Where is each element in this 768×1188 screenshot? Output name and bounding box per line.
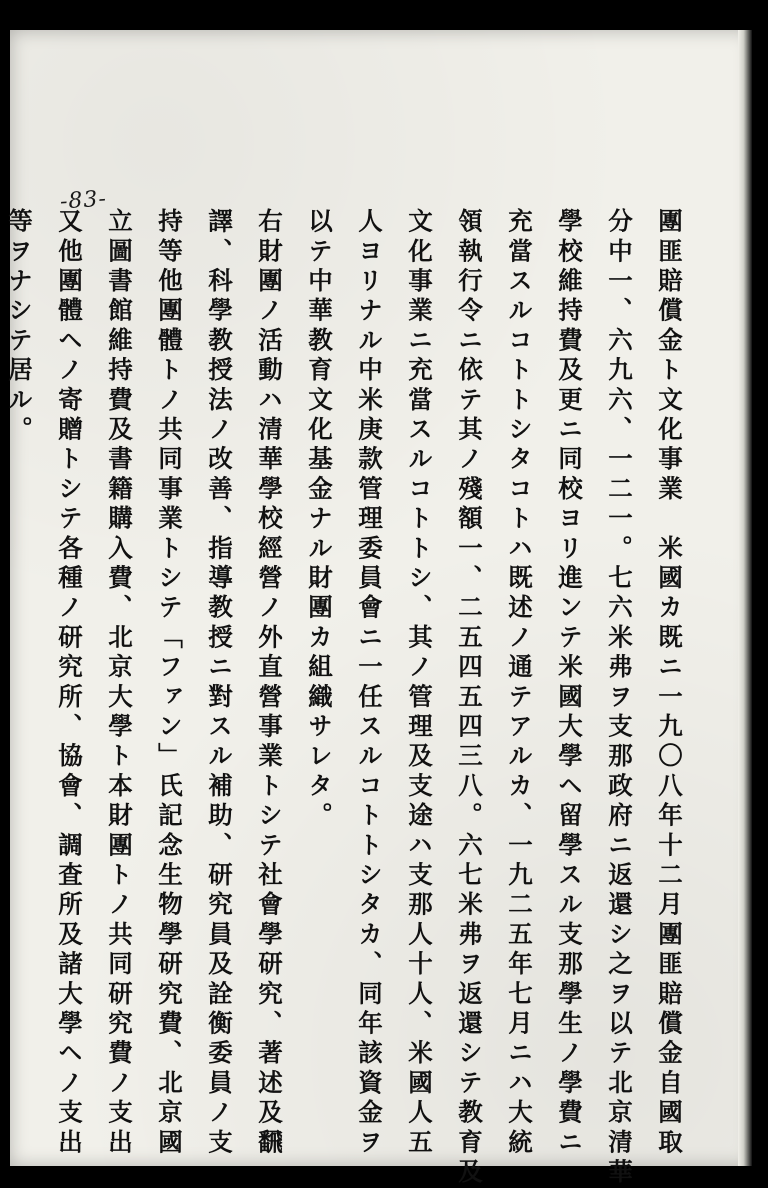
text-line: 分中一、六九六、一二一。七六米弗ヲ支那政府ニ返還シ之ヲ以テ北京清華 <box>605 208 634 1188</box>
text-line: 充當スルコトトシタコトハ既述ノ通テアルカ、一九二五年七月ニハ大統 <box>505 208 534 1159</box>
text-line: 團匪賠償金ト文化事業 米國カ既ニ一九〇八年十二月團匪賠償金自國取 <box>655 208 684 1159</box>
document-page <box>5 30 752 1188</box>
page-number: -83- <box>59 186 108 215</box>
text-line: 文化事業ニ充當スルコトトシ、其ノ管理及支途ハ支那人十人、米國人五 <box>405 208 434 1159</box>
text-line: 領執行令ニ依テ其ノ殘額一、二五四五四三八。六七米弗ヲ返還シテ教育及 <box>455 208 484 1188</box>
text-line: 譯、科學教授法ノ改善、指導教授ニ對スル補助、研究員及詮衡委員ノ支 <box>205 208 234 1159</box>
text-line: 以テ中華教育文化基金ナル財團カ組織サレタ。 <box>305 208 334 832</box>
vertical-text-body <box>0 208 694 1188</box>
text-line: 立圖書館維持費及書籍購入費、北京大學ト本財團トノ共同研究費ノ支出 <box>105 208 134 1159</box>
page-edge-shadow <box>738 30 752 1166</box>
text-line: 持等他團體トノ共同事業トシテ「ファン」氏記念生物學研究費、北京國 <box>155 208 184 1159</box>
text-line: 右財團ノ活動ハ清華學校經營ノ外直營事業トシテ社會學研究、著述及飜 <box>255 208 284 1159</box>
text-line: 學校維持費及更ニ同校ヨリ進ンテ米國大學ヘ留學スル支那學生ノ學費ニ <box>555 208 584 1159</box>
text-line: 等ヲナシテ居ル。 <box>5 208 34 446</box>
text-line: 又他團體ヘノ寄贈トシテ各種ノ研究所、協會、調査所及諸大學ヘノ支出 <box>55 208 84 1159</box>
text-line: 人ヨリナル中米庚款管理委員會ニ一任スルコトトシタカ、同年該資金ヲ <box>355 208 384 1159</box>
